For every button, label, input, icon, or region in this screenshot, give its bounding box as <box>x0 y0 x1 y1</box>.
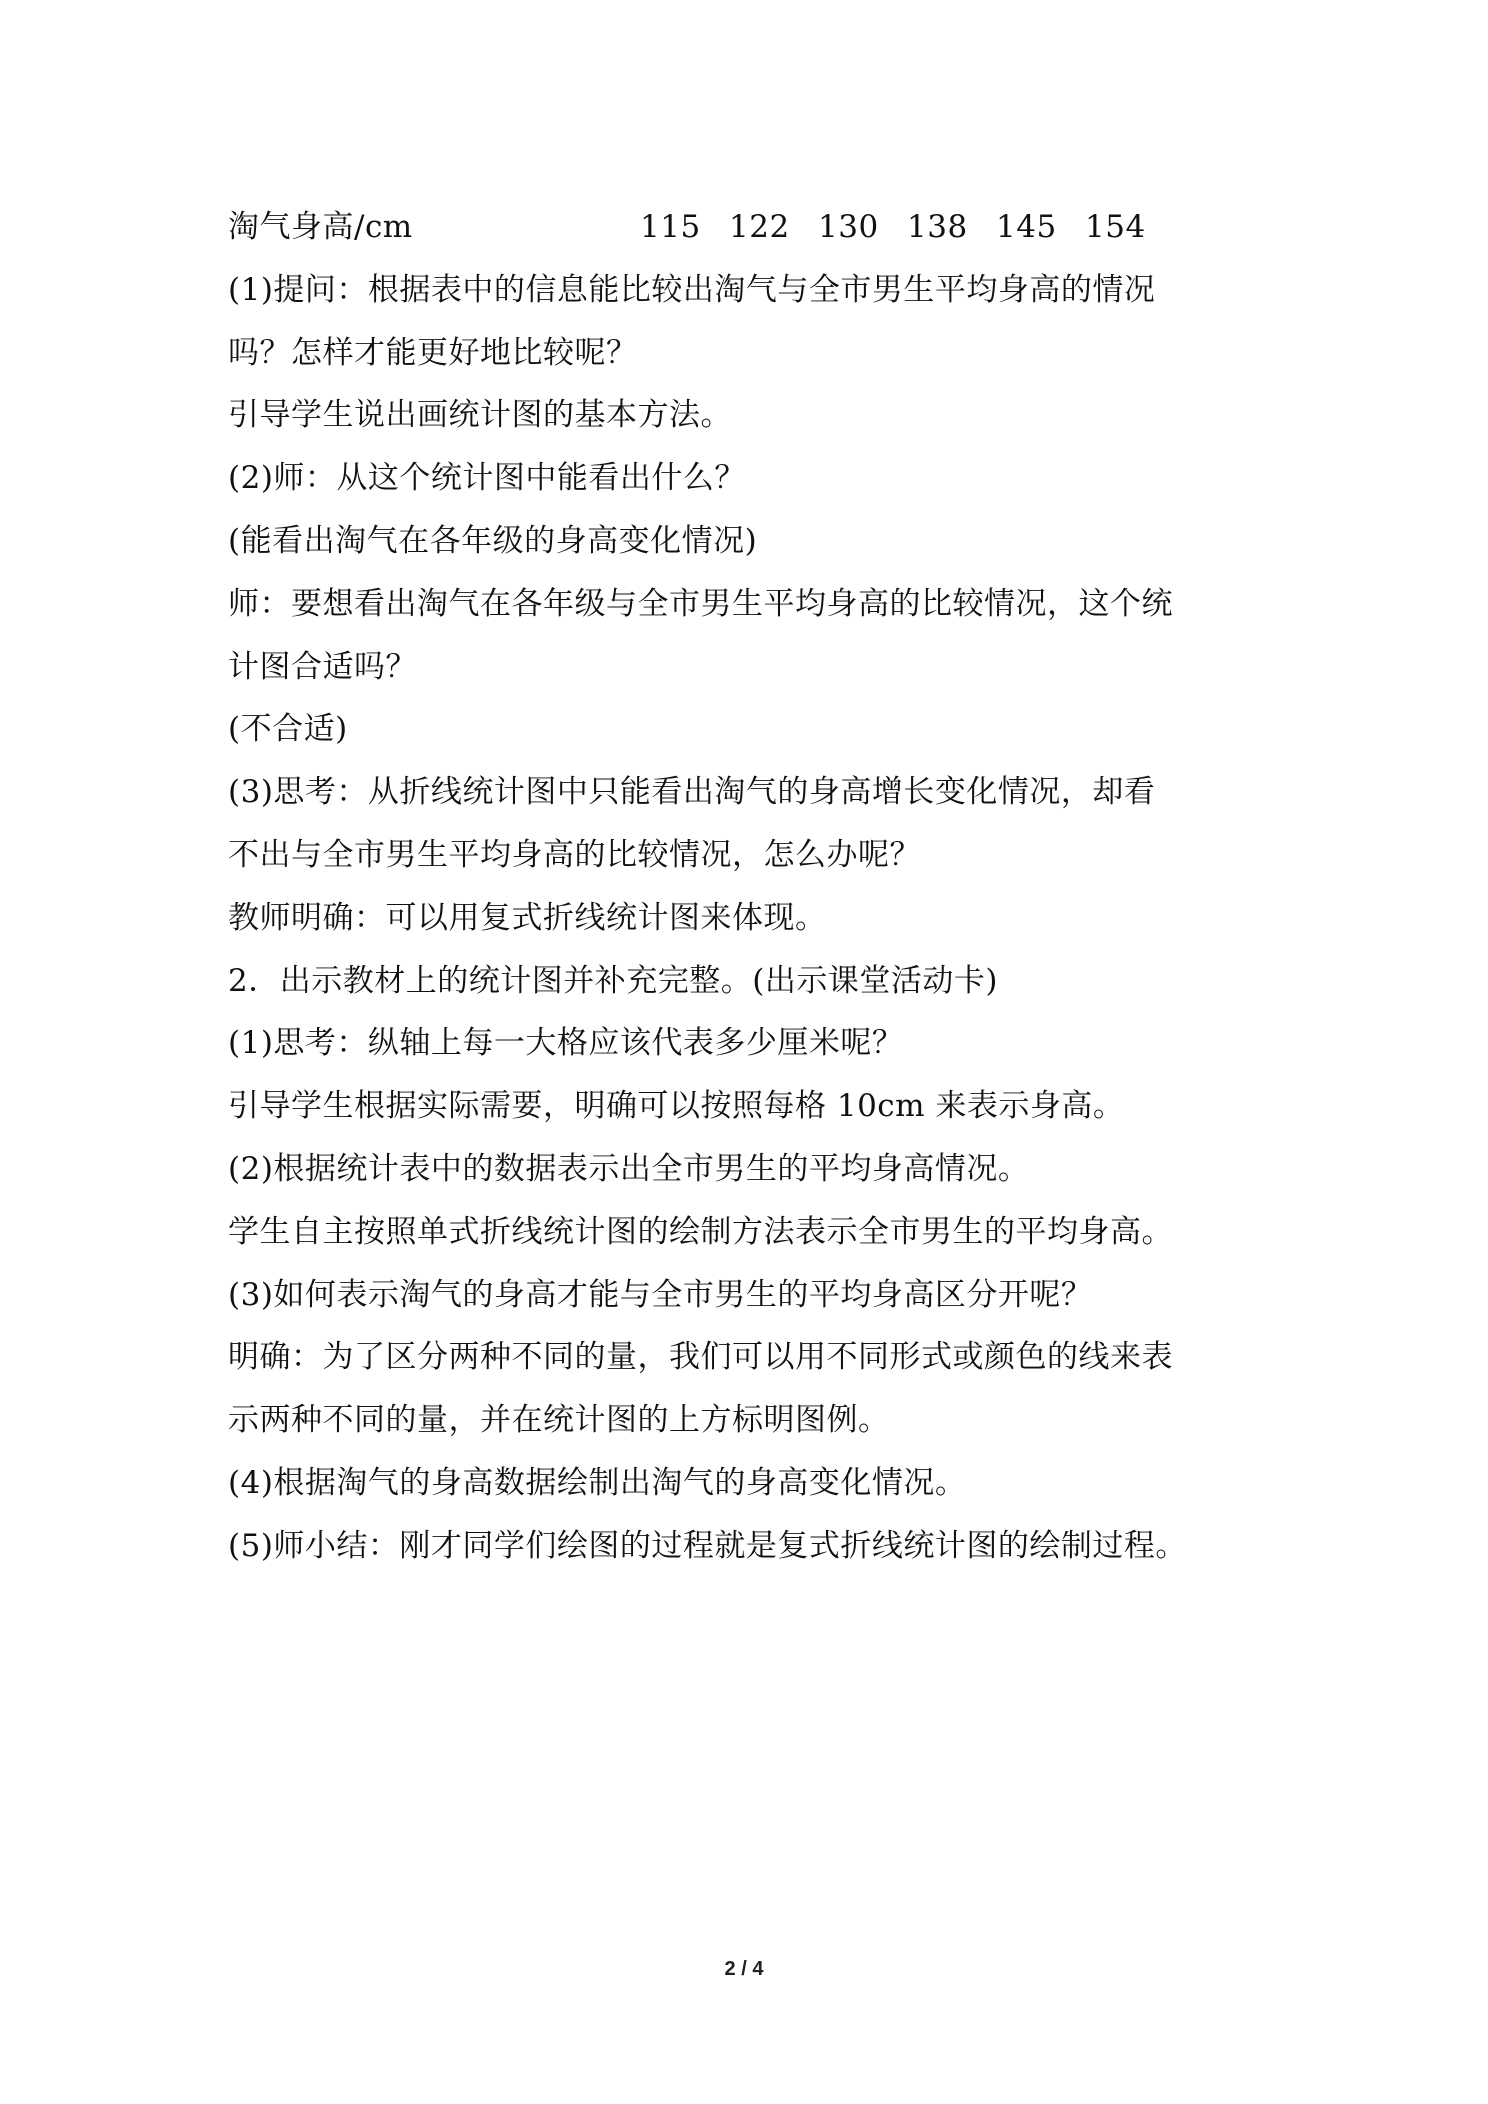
paragraph-line: (2)根据统计表中的数据表示出全市男生的平均身高情况。 <box>228 1150 1030 1187</box>
paragraph-line: 2．出示教材上的统计图并补充完整。(出示课堂活动卡) <box>228 962 998 999</box>
paragraph-line: (1)提问：根据表中的信息能比较出淘气与全市男生平均身高的情况 <box>228 271 1156 308</box>
page-content <box>228 196 1278 1578</box>
paragraph-line: (3)思考：从折线统计图中只能看出淘气的身高增长变化情况，却看 <box>228 774 1156 811</box>
paragraph-line: (4)根据淘气的身高数据绘制出淘气的身高变化情况。 <box>228 1464 967 1501</box>
paragraph-line: 师：要想看出淘气在各年级与全市男生平均身高的比较情况，这个统 <box>228 585 1173 622</box>
height-table-row <box>228 196 1278 259</box>
paragraph-line: 吗？怎样才能更好地比较呢？ <box>228 334 638 371</box>
paragraph-line: 明确：为了区分两种不同的量，我们可以用不同形式或颜色的线来表 <box>228 1339 1173 1376</box>
paragraph-line: 引导学生说出画统计图的基本方法。 <box>228 397 732 434</box>
paragraph-line: 示两种不同的量，并在统计图的上方标明图例。 <box>228 1402 890 1439</box>
table-cell: 115 <box>640 209 701 245</box>
page-number: 2 / 4 <box>724 1958 764 1980</box>
paragraph-line: (2)师：从这个统计图中能看出什么？ <box>228 460 746 497</box>
paragraph-line: 引导学生根据实际需要，明确可以按照每格 10cm 来表示身高。 <box>228 1088 1125 1125</box>
paragraph-line: (5)师小结：刚才同学们绘图的过程就是复式折线统计图的绘制过程。 <box>228 1527 1187 1564</box>
paragraph-line: 教师明确：可以用复式折线统计图来体现。 <box>228 899 827 936</box>
paragraph-line: (能看出淘气在各年级的身高变化情况) <box>228 522 758 559</box>
paragraph-line: 不出与全市男生平均身高的比较情况，怎么办呢？ <box>228 836 921 873</box>
table-cell: 138 <box>907 209 968 245</box>
table-cell: 130 <box>818 209 879 245</box>
paragraph-line: 学生自主按照单式折线统计图的绘制方法表示全市男生的平均身高。 <box>228 1213 1173 1250</box>
table-cell: 154 <box>1085 209 1146 245</box>
paragraph-line: (3)如何表示淘气的身高才能与全市男生的平均身高区分开呢？ <box>228 1276 1093 1313</box>
paragraph-line: (不合适) <box>228 711 348 748</box>
paragraph-line: 计图合适吗？ <box>228 648 417 685</box>
table-cell: 122 <box>729 209 790 245</box>
table-cell: 145 <box>996 209 1057 245</box>
paragraph-line: (1)思考：纵轴上每一大格应该代表多少厘米呢？ <box>228 1025 904 1062</box>
table-row-label: 淘气身高/cm <box>228 209 413 245</box>
